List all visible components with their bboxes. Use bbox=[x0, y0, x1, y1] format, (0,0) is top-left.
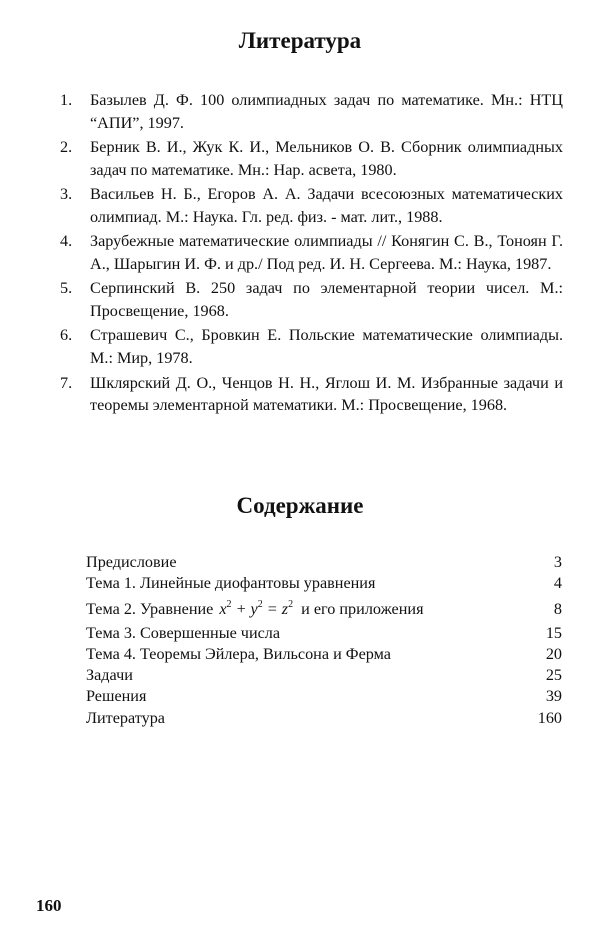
reference-item bbox=[60, 136, 563, 182]
reference-text: Страшевич С., Бровкин Е. Польские математические олимпиады. М.: Мир, 1978. bbox=[90, 326, 563, 368]
reference-item bbox=[60, 89, 563, 135]
toc-row bbox=[86, 686, 562, 707]
reference-list bbox=[60, 89, 563, 419]
page-number: 160 bbox=[36, 896, 62, 915]
table-of-contents bbox=[86, 552, 562, 729]
toc-page: 8 bbox=[553, 599, 562, 618]
reference-number: 6. bbox=[60, 326, 73, 345]
reference-number: 7. bbox=[60, 373, 73, 392]
reference-item bbox=[60, 372, 563, 418]
reference-number: 1. bbox=[60, 91, 73, 109]
toc-label: Предисловие bbox=[86, 553, 177, 571]
toc-page: 20 bbox=[545, 644, 562, 663]
toc-row bbox=[86, 665, 562, 686]
reference-item bbox=[60, 230, 563, 276]
reference-item bbox=[60, 324, 563, 370]
toc-label bbox=[86, 595, 424, 623]
toc-page: 3 bbox=[553, 553, 562, 571]
toc-page: 39 bbox=[545, 687, 562, 706]
toc-row bbox=[86, 708, 562, 729]
toc-row bbox=[86, 595, 562, 623]
reference-text: Серпинский В. 250 задач по элементарной теории чисел. М.: Просвещение, 1968. bbox=[90, 279, 563, 321]
toc-label-after: и его приложения bbox=[301, 599, 424, 618]
toc-page: 160 bbox=[537, 708, 562, 727]
reference-number: 3. bbox=[60, 185, 73, 204]
contents-heading: Содержание bbox=[236, 493, 364, 518]
equation: $x^2 + y^2 = z^2$ bbox=[219, 598, 294, 618]
toc-label: Тема 1. Линейные диофантовы уравнения bbox=[86, 574, 376, 593]
reference-number: 2. bbox=[60, 138, 73, 157]
toc-page: 4 bbox=[553, 574, 562, 593]
reference-text: Берник В. И., Жук К. И., Мельников О. В. Сборник олимпиадных задач по математике. Мн.: Нар. асвета, 1980. bbox=[90, 138, 563, 179]
toc-label-before: Тема 2. Уравнение bbox=[86, 599, 214, 618]
toc-row bbox=[86, 552, 562, 573]
toc-label: Решения bbox=[86, 687, 147, 706]
toc-label: Тема 4. Теоремы Эйлера, Вильсона и Ферма bbox=[86, 644, 391, 663]
literature-heading: Литература bbox=[238, 28, 362, 53]
reference-text: Васильев Н. Б., Егоров А. А. Задачи всесоюзных математических олимпиад. М.: Наука. Гл. ред. физ. - мат. лит., 1988. bbox=[90, 185, 563, 226]
reference-number: 4. bbox=[60, 232, 73, 251]
toc-row bbox=[86, 644, 562, 665]
toc-label: Задачи bbox=[86, 666, 133, 685]
reference-text: Зарубежные математические олимпиады // Конягин С. В., Тоноян Г. А., Шарыгин И. Ф. и др./ Под ред. И. Н. Сергеева. М.: Наука, 1987. bbox=[90, 232, 563, 274]
reference-text: Базылев Д. Ф. 100 олимпиадных задач по математике. Мн.: НТЦ “АПИ”, 1997. bbox=[90, 91, 563, 132]
toc-row bbox=[86, 573, 562, 594]
reference-item bbox=[60, 183, 563, 229]
reference-number: 5. bbox=[60, 279, 73, 298]
toc-label: Тема 3. Совершенные числа bbox=[86, 623, 281, 642]
toc-label: Литература bbox=[86, 708, 165, 727]
reference-item bbox=[60, 277, 563, 323]
toc-page: 15 bbox=[545, 623, 562, 642]
toc-row bbox=[86, 623, 562, 644]
reference-text: Шклярский Д. О., Ченцов Н. Н., Яглош И. М. Избранные задачи и теоремы элементарной математики. М.: Просвещение, 1968. bbox=[90, 373, 563, 415]
toc-page: 25 bbox=[545, 666, 562, 685]
